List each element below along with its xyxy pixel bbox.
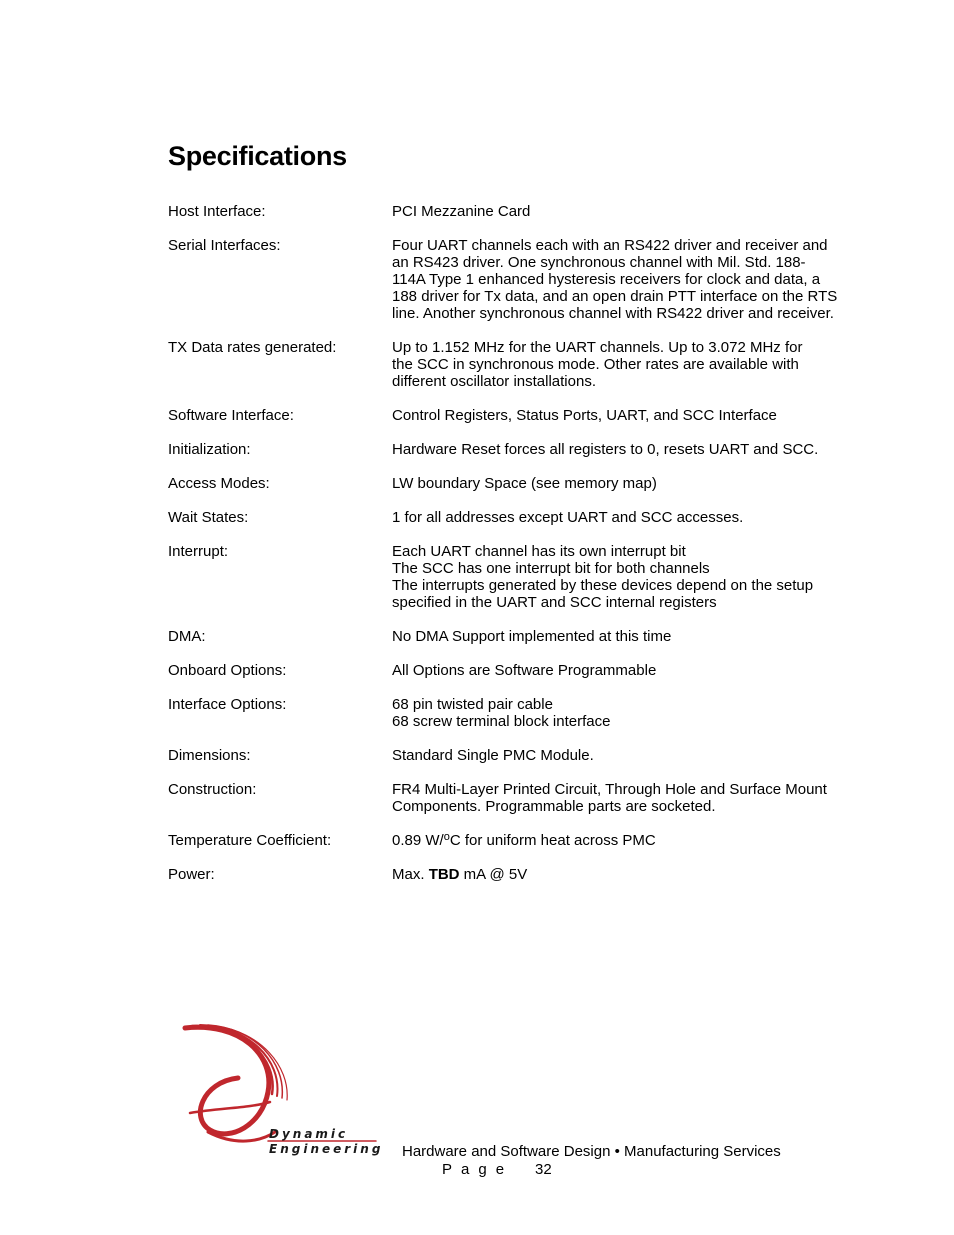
- spec-value-line: line. Another synchronous channel with RS422 driver and receiver.: [392, 305, 834, 322]
- spec-row: [168, 475, 908, 492]
- spec-row: [168, 747, 908, 764]
- spec-label: Power:: [168, 866, 215, 883]
- logo-text-dynamic: Dynamic: [269, 1127, 349, 1141]
- spec-label: TX Data rates generated:: [168, 339, 337, 356]
- spec-label: Access Modes:: [168, 475, 270, 492]
- spec-value-line: All Options are Software Programmable: [392, 662, 657, 679]
- spec-row: [168, 543, 908, 611]
- spec-value: [392, 696, 908, 730]
- spec-value-line: The SCC has one interrupt bit for both channels: [392, 560, 710, 577]
- spec-value: [392, 475, 908, 492]
- page-title: Specifications: [168, 141, 347, 171]
- spec-value: [392, 237, 908, 322]
- spec-label: Dimensions:: [168, 747, 251, 764]
- page-label: Page: [442, 1161, 514, 1178]
- spec-row-power: [168, 866, 908, 883]
- spec-value: [392, 628, 908, 645]
- spec-row: [168, 662, 908, 679]
- spec-label: Serial Interfaces:: [168, 237, 281, 254]
- spec-label: Wait States:: [168, 509, 249, 526]
- spec-value: [392, 866, 908, 883]
- spec-value-line: Components. Programmable parts are socketed.: [392, 798, 716, 815]
- spec-value-line: Up to 1.152 MHz for the UART channels. Up to 3.072 MHz for: [392, 339, 803, 356]
- page-number: 32: [535, 1161, 552, 1178]
- spec-value-line: the SCC in synchronous mode. Other rates are available with: [392, 356, 799, 373]
- spec-value-line: different oscillator installations.: [392, 373, 596, 390]
- spec-value: [392, 441, 908, 458]
- spec-row: [168, 781, 908, 815]
- dynamic-engineering-logo: [180, 1020, 384, 1160]
- footer-services: Hardware and Software Design • Manufacturing Services: [402, 1143, 781, 1160]
- spec-value-line: specified in the UART and SCC internal registers: [392, 594, 717, 611]
- spec-value-line: an RS423 driver. One synchronous channel with Mil. Std. 188-: [392, 254, 806, 271]
- spec-label: Software Interface:: [168, 407, 294, 424]
- spec-value: [392, 509, 908, 526]
- spec-value-line: 1 for all addresses except UART and SCC accesses.: [392, 509, 744, 526]
- power-suffix: mA @ 5V: [459, 866, 528, 883]
- spec-label: Interface Options:: [168, 696, 287, 713]
- spec-value-line: PCI Mezzanine Card: [392, 203, 531, 220]
- spec-row: [168, 339, 908, 390]
- spec-label: Interrupt:: [168, 543, 229, 560]
- spec-row: [168, 509, 908, 526]
- spec-label: Onboard Options:: [168, 662, 287, 679]
- spec-row: [168, 237, 908, 322]
- spec-value-line: Four UART channels each with an RS422 driver and receiver and: [392, 237, 828, 254]
- spec-value: [392, 781, 908, 815]
- footer-page: [442, 1161, 552, 1178]
- spec-row: [168, 696, 908, 730]
- spec-value: [392, 339, 908, 390]
- spec-value-line: The interrupts generated by these devices depend on the setup: [392, 577, 814, 594]
- spec-value: [392, 543, 908, 611]
- spec-value: [392, 203, 908, 220]
- spec-value-line: FR4 Multi-Layer Printed Circuit, Through Hole and Surface Mount: [392, 781, 827, 798]
- spec-value-line: 188 driver for Tx data, and an open drain PTT interface on the RTS: [392, 288, 838, 305]
- spec-label: Temperature Coefficient:: [168, 832, 332, 849]
- spec-value: [392, 662, 908, 679]
- spec-value: [392, 407, 908, 424]
- power-prefix: Max.: [392, 866, 429, 883]
- spec-row: [168, 407, 908, 424]
- spec-row: [168, 203, 908, 220]
- temperature-suffix: C for uniform heat across PMC: [449, 832, 656, 849]
- spec-value-line: 68 screw terminal block interface: [392, 713, 611, 730]
- spec-row: [168, 628, 908, 645]
- spec-label: Host Interface:: [168, 203, 266, 220]
- spec-value-line: Standard Single PMC Module.: [392, 747, 594, 764]
- spec-value: [392, 832, 908, 849]
- spec-value: [392, 747, 908, 764]
- spec-label: Initialization:: [168, 441, 251, 458]
- temperature-value: 0.89 W/: [392, 832, 444, 849]
- spec-value-line: Hardware Reset forces all registers to 0, resets UART and SCC.: [392, 441, 819, 458]
- spec-label: Construction:: [168, 781, 257, 798]
- spec-value-line: Each UART channel has its own interrupt bit: [392, 543, 686, 560]
- spec-value-line: No DMA Support implemented at this time: [392, 628, 672, 645]
- spec-row: [168, 441, 908, 458]
- spec-row-temperature: [168, 832, 908, 849]
- logo-text-engineering: Engineering: [269, 1142, 384, 1156]
- power-tbd: TBD: [428, 866, 460, 883]
- spec-value-line: 114A Type 1 enhanced hysteresis receivers for clock and data, a: [392, 271, 821, 288]
- degree-superscript: o: [443, 831, 450, 843]
- spec-label: DMA:: [168, 628, 206, 645]
- spec-value-line: LW boundary Space (see memory map): [392, 475, 657, 492]
- spec-value-line: Control Registers, Status Ports, UART, and SCC Interface: [392, 407, 777, 424]
- specifications-list: [168, 203, 908, 900]
- spec-value-line: 68 pin twisted pair cable: [392, 696, 553, 713]
